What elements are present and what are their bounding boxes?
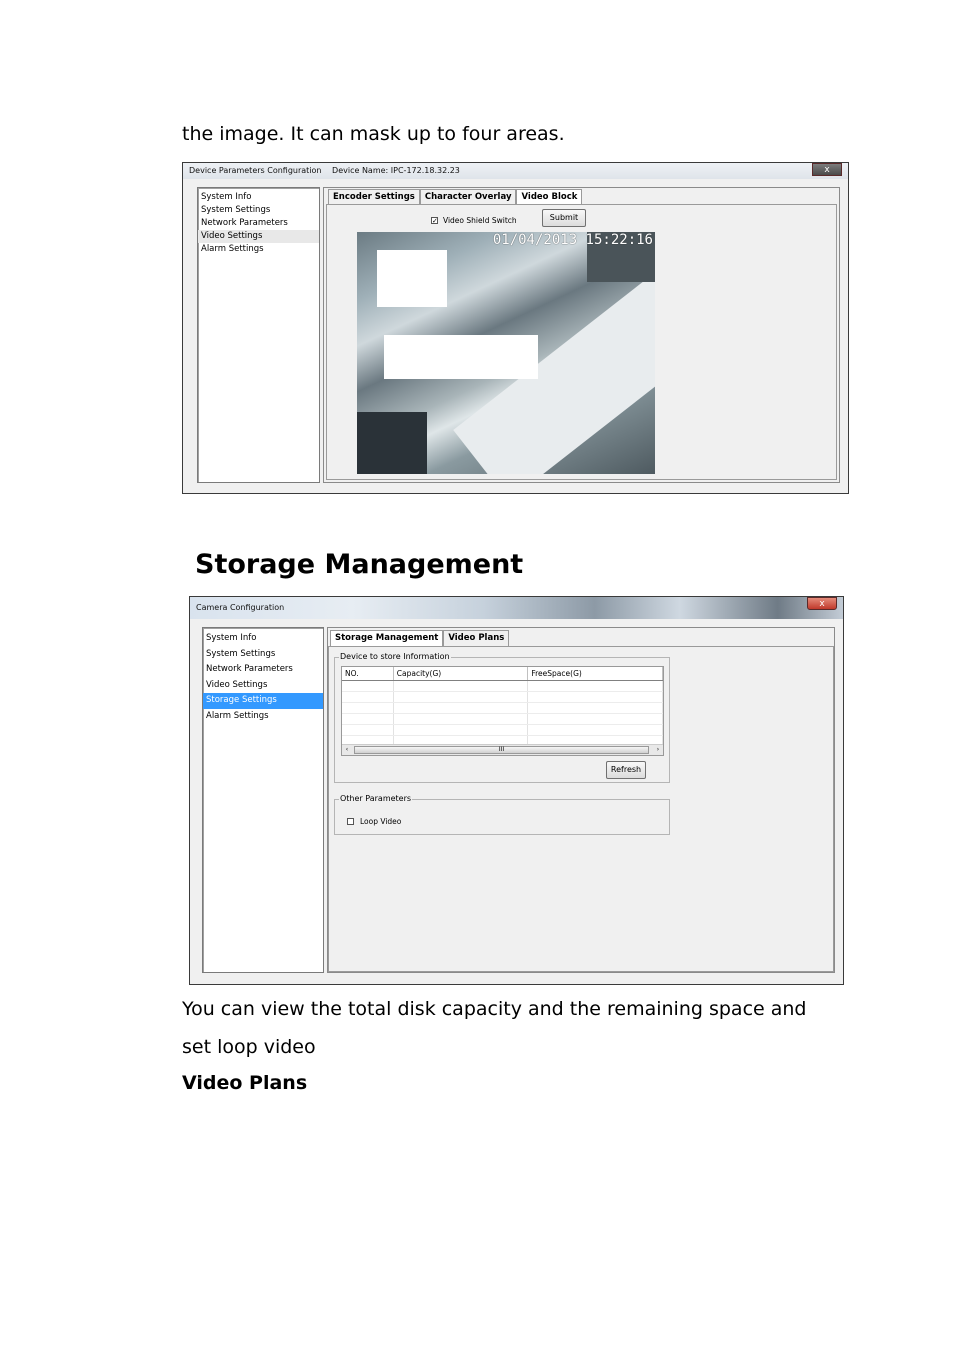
window-titlebar (190, 597, 843, 619)
content-panel (327, 627, 835, 973)
table-header-row (342, 667, 663, 681)
sidebar-item-system-settings[interactable]: System Settings (201, 205, 271, 215)
window-titlebar (183, 163, 848, 179)
tab-character-overlay[interactable]: Character Overlay (420, 189, 517, 205)
tab-strip (328, 189, 582, 205)
other-parameters-legend: Other Parameters (340, 794, 412, 803)
tab-encoder-settings[interactable]: Encoder Settings (328, 189, 420, 205)
close-icon[interactable]: x (807, 597, 837, 610)
sidebar-item-video-settings[interactable]: Video Settings (206, 679, 268, 690)
other-parameters-group (334, 794, 670, 835)
sidebar-item-video-settings[interactable]: Video Settings (198, 230, 319, 243)
loop-video-checkbox[interactable] (347, 818, 354, 825)
sidebar-item-network-parameters[interactable]: Network Parameters (201, 218, 288, 228)
tab-body (328, 646, 834, 972)
table-row[interactable] (342, 681, 663, 692)
tab-video-block[interactable]: Video Block (516, 189, 582, 205)
sidebar-item-storage-settings[interactable]: Storage Settings (203, 693, 323, 709)
mask-area-1[interactable] (377, 250, 447, 307)
scroll-thumb[interactable]: III (354, 746, 649, 754)
device-store-group (334, 652, 670, 783)
horizontal-scrollbar[interactable] (342, 744, 663, 755)
table-row[interactable] (342, 703, 663, 714)
sidebar-item-system-settings[interactable]: System Settings (206, 648, 276, 659)
sidebar-item-network-parameters[interactable]: Network Parameters (206, 664, 293, 674)
video-shield-label: Video Shield Switch (443, 216, 517, 225)
table-row[interactable] (342, 725, 663, 736)
column-header-no[interactable]: NO. (342, 667, 393, 681)
scroll-right-icon[interactable]: › (656, 746, 660, 753)
video-shield-checkbox[interactable]: ✓ (432, 217, 438, 225)
tab-body (326, 204, 837, 480)
description-line-1: You can view the total disk capacity and the remaining space and (182, 998, 807, 1020)
sidebar (197, 187, 320, 483)
section-heading: Storage Management (195, 549, 524, 580)
sidebar-item-alarm-settings[interactable]: Alarm Settings (206, 710, 269, 721)
device-parameters-window (182, 162, 849, 494)
device-name-label: Device Name: IPC-172.18.32.23 (332, 166, 460, 175)
intro-text: the image. It can mask up to four areas. (182, 123, 565, 145)
tab-strip (330, 630, 509, 646)
tab-video-plans[interactable]: Video Plans (443, 630, 509, 646)
column-header-capacity[interactable]: Capacity(G) (393, 667, 528, 681)
table-row[interactable] (342, 714, 663, 725)
refresh-button[interactable]: Refresh (606, 761, 646, 779)
scroll-left-icon[interactable]: ‹ (345, 746, 349, 753)
sidebar-item-system-info[interactable]: System Info (201, 192, 252, 202)
submit-button[interactable]: Submit (542, 209, 586, 227)
table-row[interactable] (342, 692, 663, 703)
content-panel (323, 187, 840, 483)
close-icon[interactable]: x (812, 163, 842, 176)
sidebar-item-system-info[interactable]: System Info (206, 633, 257, 643)
device-store-legend: Device to store Information (340, 652, 450, 661)
loop-video-label: Loop Video (360, 817, 402, 826)
storage-table (341, 666, 664, 756)
sidebar (202, 627, 324, 973)
osd-timestamp: 01/04/2013 15:22:16 (492, 232, 653, 248)
mask-area-2[interactable] (384, 335, 538, 379)
sidebar-item-alarm-settings[interactable]: Alarm Settings (201, 244, 264, 254)
window-title: Device Parameters Configuration (189, 166, 322, 175)
window-title: Camera Configuration (196, 603, 285, 612)
column-header-freespace[interactable]: FreeSpace(G) (528, 667, 663, 681)
description-line-2: set loop video (182, 1036, 316, 1058)
subheading-video-plans: Video Plans (182, 1072, 308, 1094)
camera-configuration-window (189, 596, 844, 985)
camera-preview[interactable] (357, 232, 655, 474)
tab-storage-management[interactable]: Storage Management (330, 630, 443, 646)
